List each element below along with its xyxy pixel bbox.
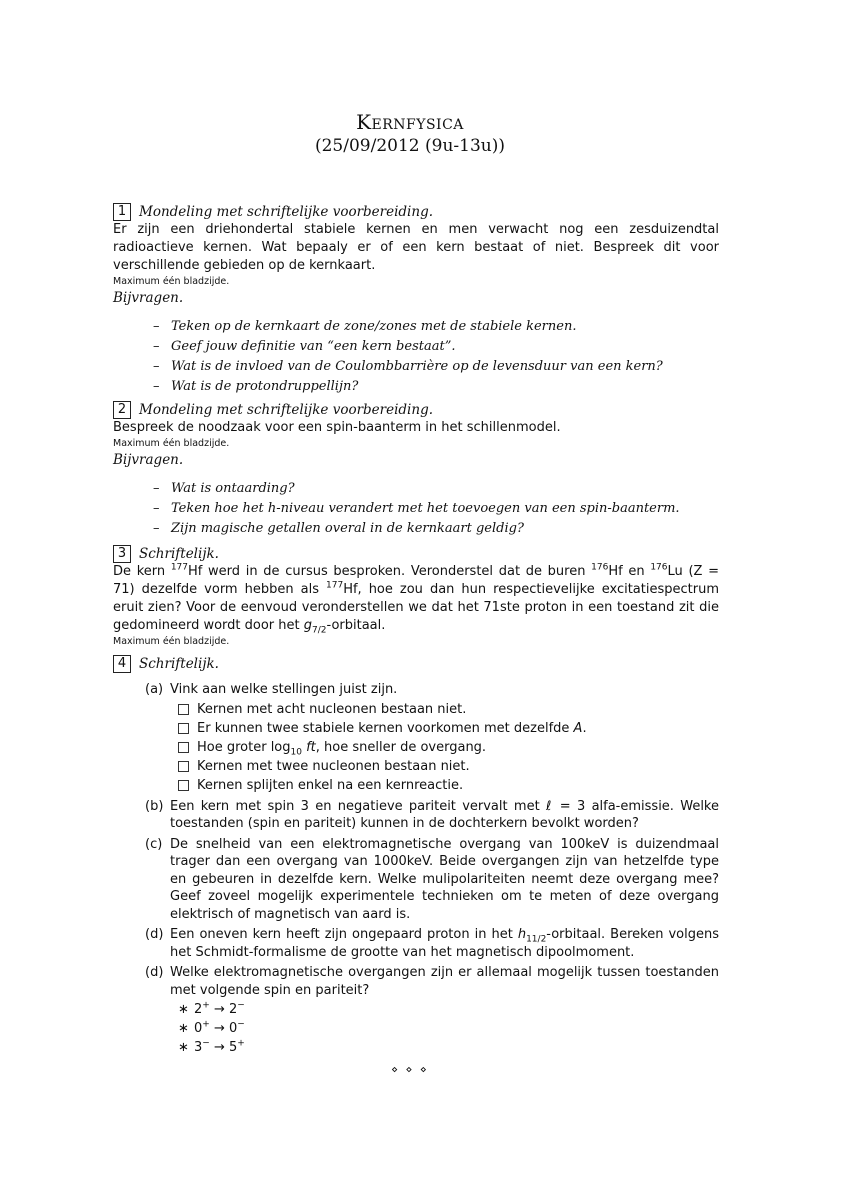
transition-item: ∗ 0+ → 0− (178, 1019, 719, 1038)
page-subtitle: (25/09/2012 (9u-13u)) (314, 136, 505, 156)
question-2 (113, 401, 719, 539)
end-of-exam-mark: ⋄ ⋄ ⋄ (391, 1063, 429, 1076)
question-3 (113, 545, 719, 649)
sub-question-list (113, 479, 719, 539)
statement-checkbox[interactable]: Kernen met acht nucleonen bestaan niet. (178, 700, 719, 719)
question-1 (113, 203, 719, 397)
transition-list (170, 1000, 719, 1057)
part-label: (c) (145, 836, 163, 852)
statement-checkbox[interactable]: Kernen met twee nucleonen bestaan niet. (178, 757, 719, 776)
sub-question: – Wat is de invloed van de Coulombbarrière op de levensduur van een kern? (153, 357, 719, 377)
statement-checkbox[interactable]: Hoe groter $\log_{10}$ ft, hoe sneller de overgang. (178, 738, 719, 757)
question-number-box: 2 (113, 401, 131, 419)
part-label: (b) (145, 798, 164, 814)
question-number-box: 1 (113, 203, 131, 221)
statement-checkbox[interactable]: Er kunnen twee stabiele kernen voorkomen met dezelfde A. (178, 719, 719, 738)
part-text: Welke elektromagnetische overgangen zijn er allemaal mogelijk tussen toestanden met volgende spin en pariteit? (170, 965, 719, 998)
sub-question: – Zijn magische getallen overal in de kernkaart geldig? (153, 519, 719, 539)
page-limit-note: Maximum één bladzijde. (113, 636, 230, 647)
part-d: (d) Een oneven kern heeft zijn ongepaard proton in het $h_{11/2}$-orbitaal. Bereken volgens het Schmidt-formalisme de grootte van het magnetisch dipoolmoment. (145, 927, 719, 960)
transition-item: ∗ 2+ → 2− (178, 1000, 719, 1019)
statement-checklist (170, 700, 719, 795)
question-heading: Mondeling met schriftelijke voorbereiding. (139, 402, 434, 418)
statement-checkbox[interactable]: Kernen splijten enkel na een kernreactie. (178, 776, 719, 795)
sub-question: – Wat is de protondruppellijn? (153, 377, 719, 397)
question-4-parts (113, 681, 719, 1057)
bijvragen-label: Bijvragen. (113, 290, 184, 306)
part-d-second (113, 964, 719, 1057)
question-body: De kern $^{177}$Hf werd in de cursus besproken. Veronderstel dat de buren $^{176}$Hf en $^{176}$Lu (Z = 71) dezelfde vorm hebben als $^{177}$Hf, hoe zou dan hun respectievelijke excitatiespectrum eruit zien? Voor de eenvoud veronderstellen we dat het 71ste proton in een toestand zit die gedomineerd wordt door het $g_{7/2}$-orbitaal. (113, 562, 720, 636)
question-heading: Schriftelijk. (139, 546, 219, 562)
part-b: (b) Een kern met spin 3 en negatieve pariteit vervalt met ℓ = 3 alfa-emissie. Welke toestanden (spin en pariteit) kunnen in de dochterkern bevolkt worden? (145, 798, 719, 831)
part-label: (d) (145, 965, 164, 980)
question-body: Bespreek de noodzaak voor een spin-baanterm in het schillenmodel. (113, 420, 561, 435)
bijvragen-label: Bijvragen. (113, 452, 184, 468)
question-2-header (113, 401, 719, 419)
part-text: De snelheid van een elektromagnetische overgang van 100keV is duizendmaal trager dan een overgang van 1000keV. Beide overgangen zijn van hetzelfde type en gebeuren in dezelfde kern. Welke mulipolariteiten neemt deze overgang mee? Geef zoveel mogelijk experimentele technieken om te meten of deze overgang elektrisch of magnetisch van aard is. (170, 836, 719, 922)
sub-question-list (113, 317, 719, 397)
question-heading: Mondeling met schriftelijke voorbereiding. (139, 204, 434, 220)
sub-question: – Teken hoe het h-niveau verandert met het toevoegen van een spin-baanterm. (153, 499, 719, 519)
part-label: (a) (145, 682, 164, 697)
page-limit-note: Maximum één bladzijde. (113, 438, 230, 449)
transition-item: ∗ 3− → 5+ (178, 1038, 719, 1057)
question-number-box: 3 (113, 545, 131, 563)
sub-question: – Geef jouw definitie van “een kern bestaat”. (153, 337, 719, 357)
question-4 (113, 655, 719, 1060)
part-text: Vink aan welke stellingen juist zijn. (170, 682, 398, 697)
question-number-box: 4 (113, 655, 131, 673)
sub-question: – Teken op de kernkaart de zone/zones met de stabiele kernen. (153, 317, 719, 337)
question-3-header (113, 545, 719, 563)
part-a (113, 681, 719, 795)
page-title: Kernfysica (356, 110, 464, 134)
part-c (113, 836, 719, 924)
page-limit-note: Maximum één bladzijde. (113, 276, 230, 287)
sub-question: – Wat is ontaarding? (153, 479, 719, 499)
question-heading: Schriftelijk. (139, 656, 219, 672)
question-1-header (113, 203, 719, 221)
part-label: (d) (145, 927, 164, 942)
question-4-header (113, 655, 719, 673)
question-body: Er zijn een driehondertal stabiele kernen en men verwacht nog een zesduizendtal radioactieve kernen. Wat bepaaly er of een kern bestaat of niet. Bespreek dit voor verschillende gebieden op de kernkaart. (113, 222, 719, 273)
